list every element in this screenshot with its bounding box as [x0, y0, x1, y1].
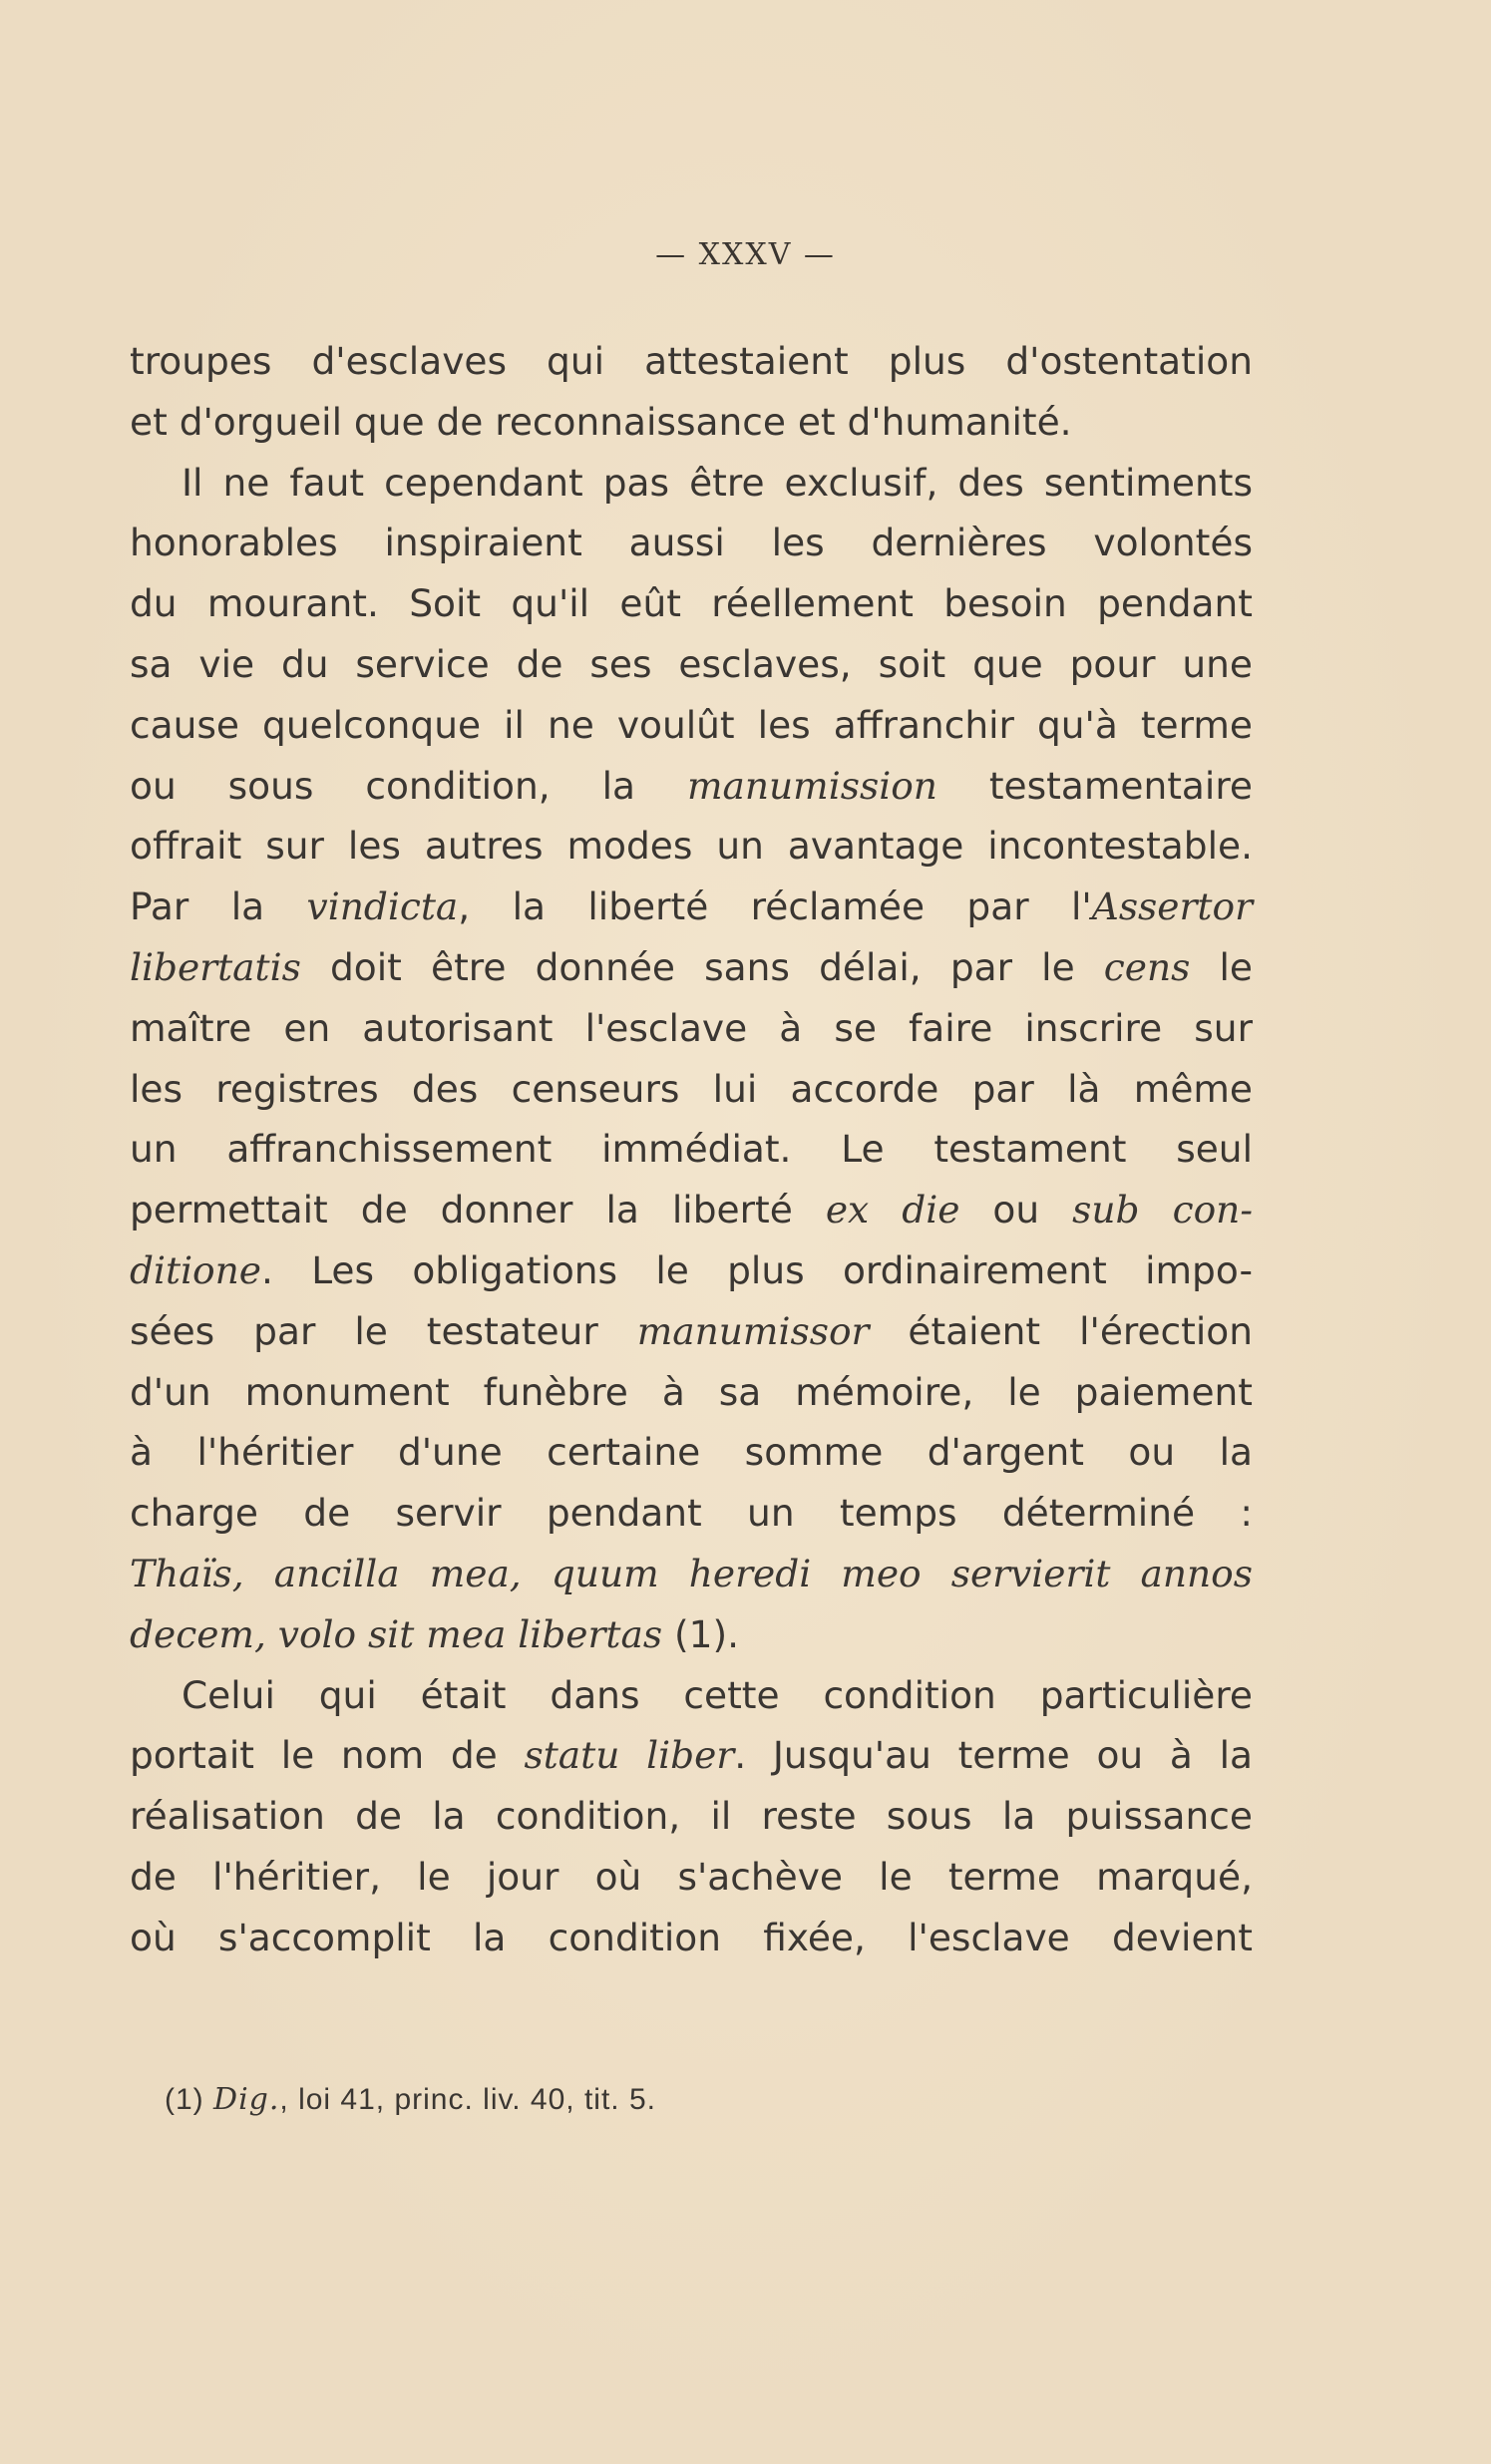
text-line: decem, volo sit mea libertas (1). — [130, 1611, 740, 1656]
text-line: cause quelconque il ne voulût les affranchir qu'à terme — [130, 702, 1253, 747]
text-line: et d'orgueil que de reconnaissance et d'humanité. — [130, 399, 1072, 444]
body-text — [130, 331, 1253, 1968]
italic-text: manumissor — [636, 1308, 870, 1353]
italic-text: decem, volo sit mea libertas — [130, 1611, 663, 1656]
text-line: ou sous condition, la manumission testamentaire — [130, 763, 1253, 808]
italic-text: ex die — [825, 1188, 960, 1232]
italic-text: Thaïs, ancilla mea, quum heredi meo servierit annos — [130, 1551, 1253, 1595]
footnote-marker: (1) — [165, 2083, 204, 2116]
text-line: Par la vindicta, la liberté réclamée par l'Assertor — [130, 884, 1253, 929]
text-line: charge de servir pendant un temps déterminé : — [130, 1491, 1253, 1536]
text-line: Il ne faut cependant pas être exclusif, des sentiments — [182, 460, 1253, 505]
italic-text: libertatis — [130, 944, 301, 989]
text-line: maître en autorisant l'esclave à se faire inscrire sur — [130, 1005, 1253, 1050]
text-line: les registres des censeurs lui accorde par là même — [130, 1066, 1253, 1111]
text-line — [130, 1544, 1253, 1604]
text-line: ditione. Les obligations le plus ordinairement impo- — [130, 1247, 1253, 1292]
text-line: à l'héritier d'une certaine somme d'argent ou la — [130, 1430, 1253, 1475]
text-line: honorables inspiraient aussi les dernières volontés — [130, 521, 1253, 565]
text-line: portait le nom de statu liber. Jusqu'au terme ou à la — [130, 1733, 1253, 1778]
italic-text: ditione — [130, 1247, 261, 1292]
footnote — [165, 2082, 656, 2117]
italic-text: vindicta — [306, 884, 459, 929]
text-line: du mourant. Soit qu'il eût réellement besoin pendant — [130, 581, 1253, 626]
text-line: offrait sur les autres modes un avantage incontestable. — [130, 824, 1253, 869]
text-line: d'un monument funèbre à sa mémoire, le paiement — [130, 1369, 1253, 1414]
text-line: un affranchissement immédiat. Le testament seul — [130, 1127, 1253, 1172]
text-line: sées par le testateur manumissor étaient l'érection — [130, 1308, 1254, 1353]
text-line: permettait de donner la liberté ex die ou sub con- — [130, 1188, 1253, 1232]
italic-text: manumission — [686, 763, 937, 808]
italic-text: statu liber — [524, 1733, 735, 1778]
text-line: réalisation de la condition, il reste sous la puissance — [130, 1794, 1253, 1839]
text-line: de l'héritier, le jour où s'achève le terme marqué, — [130, 1854, 1253, 1899]
text-line: troupes d'esclaves qui attestaient plus d'ostentation — [130, 339, 1253, 383]
text-line: où s'accomplit la condition fixée, l'esclave devient — [130, 1915, 1253, 1959]
text-line: libertatis doit être donnée sans délai, par le cens le — [130, 944, 1253, 989]
text-line: sa vie du service de ses esclaves, soit que pour une — [130, 641, 1253, 686]
text-line: Celui qui était dans cette condition particulière — [182, 1672, 1253, 1717]
running-head: — XXXV — — [655, 237, 836, 272]
italic-text: cens — [1103, 944, 1191, 989]
footnote-source: Dig. — [213, 2082, 280, 2117]
footnote-text: , loi 41, princ. liv. 40, tit. 5. — [279, 2083, 656, 2116]
italic-text: Assertor — [1091, 884, 1253, 929]
italic-text: sub con- — [1072, 1188, 1253, 1232]
